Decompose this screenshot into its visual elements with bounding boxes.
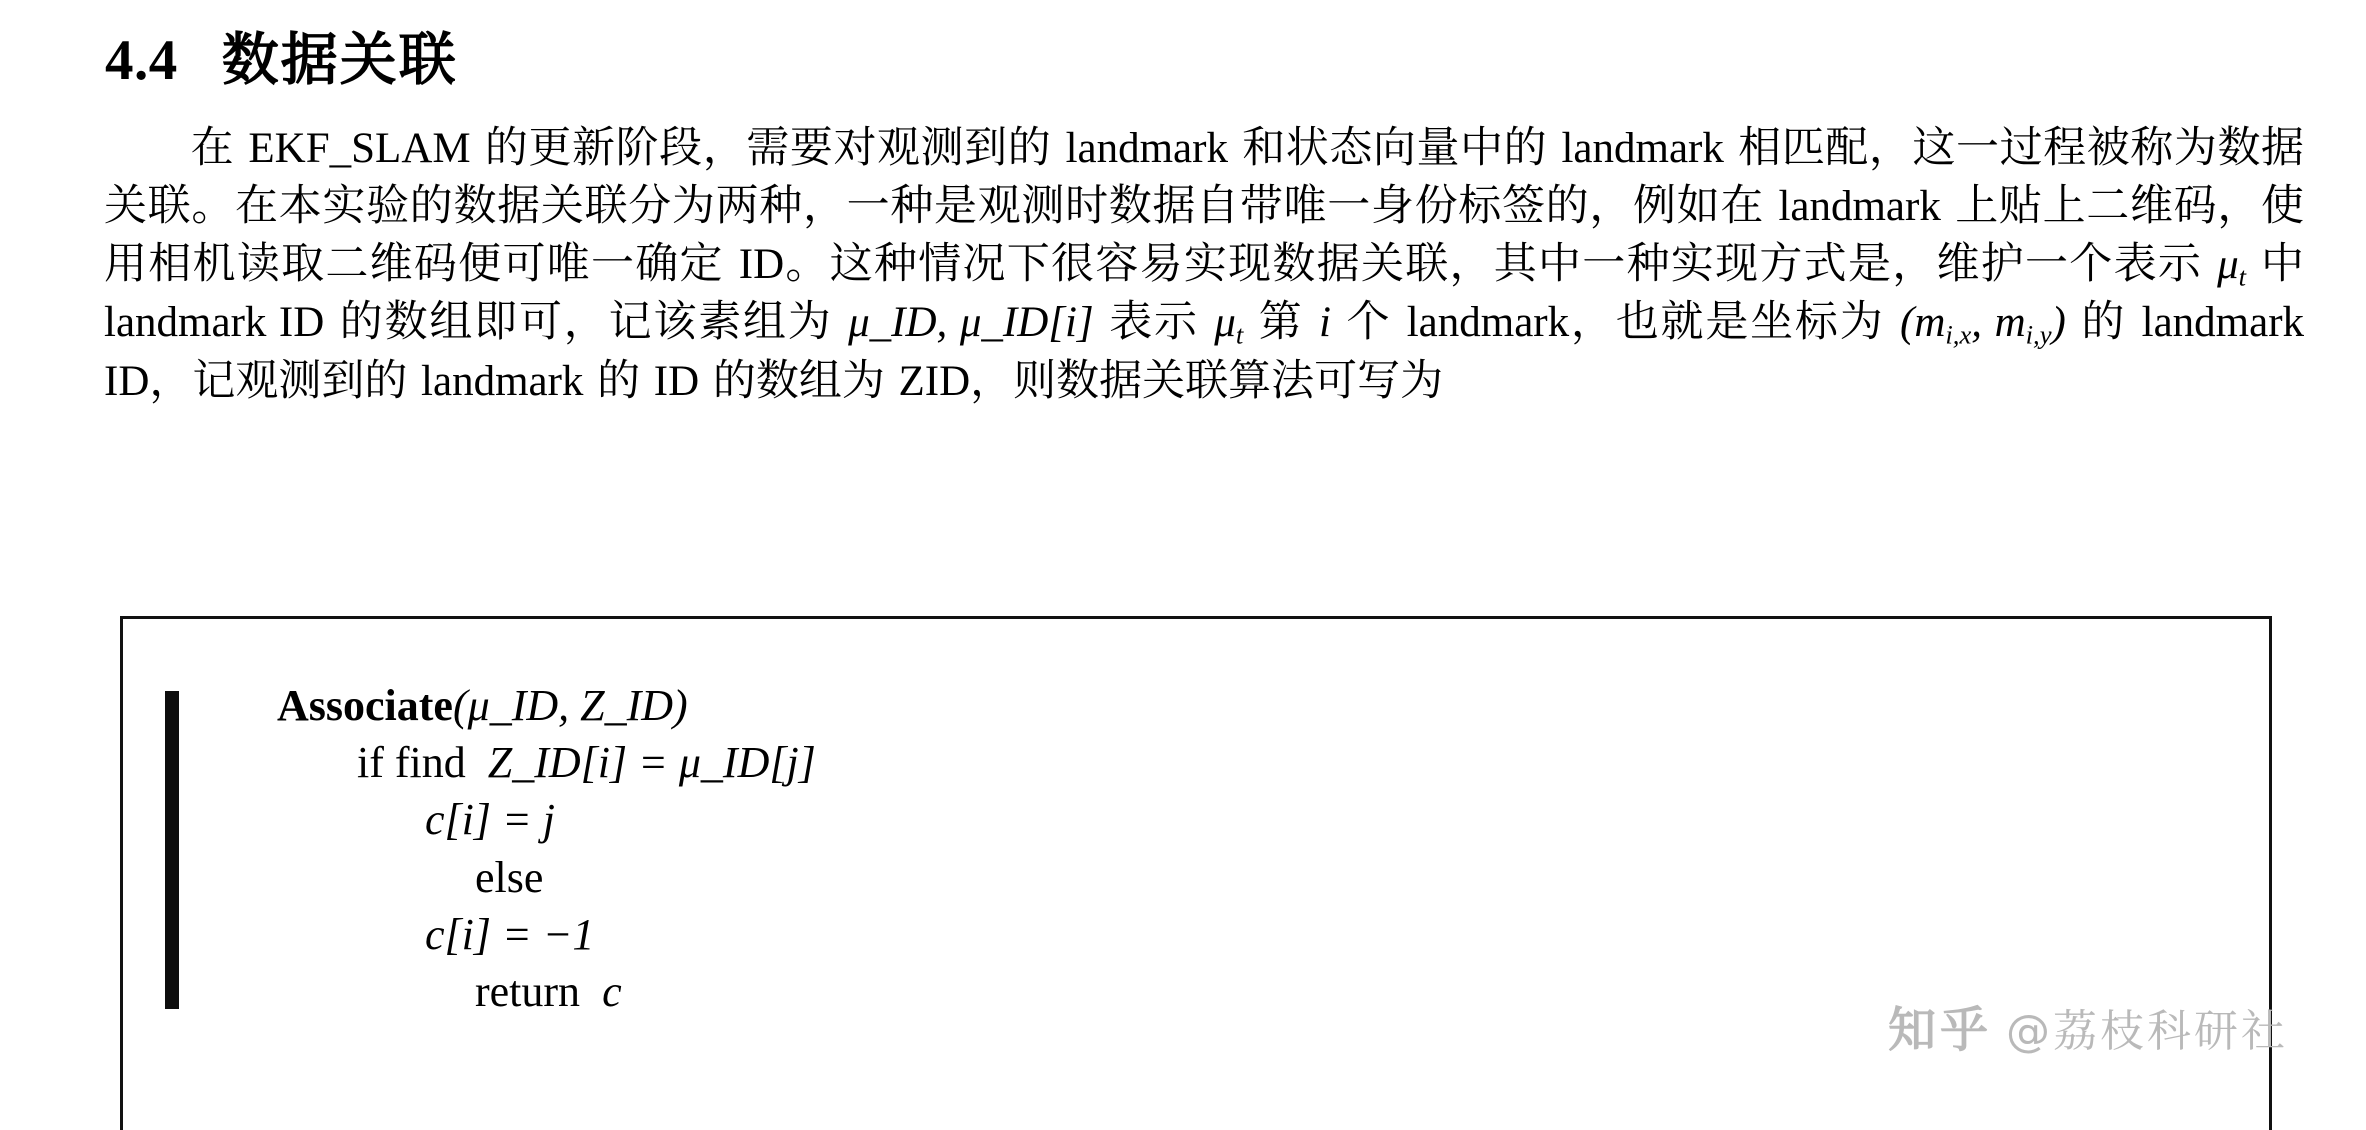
par-seg-35: 的 bbox=[583, 356, 654, 406]
algorithm-line-5-keyword: return bbox=[475, 966, 581, 1016]
par-seg-23: 个 bbox=[1330, 297, 1407, 348]
par-math-mu-1: μ bbox=[2217, 240, 2239, 288]
par-seg-5: 和状态向量中的 bbox=[1227, 123, 1562, 174]
algorithm-name: Associate bbox=[277, 681, 453, 730]
watermark-handle: @荔枝科研社 bbox=[2006, 1006, 2288, 1057]
par-math-mu-sub-2: t bbox=[1235, 319, 1244, 350]
par-seg-31: 的 bbox=[2065, 297, 2142, 348]
algorithm-line-3 bbox=[277, 849, 2269, 906]
algorithm-vertical-rule bbox=[165, 691, 179, 1009]
par-term-id-1: ID bbox=[738, 240, 785, 288]
par-math-m-1: (m bbox=[1900, 299, 1946, 347]
par-seg-21: 第 bbox=[1243, 297, 1320, 348]
par-seg-18: 表示 bbox=[1093, 297, 1215, 348]
algorithm-line-1-keyword: if find bbox=[357, 738, 466, 788]
algorithm-signature bbox=[277, 677, 2269, 734]
par-math-m-2: , m bbox=[1971, 299, 2026, 347]
par-seg-14: 中 bbox=[2246, 238, 2305, 289]
algorithm-line-2-expr: c[i] = j bbox=[425, 795, 555, 845]
section-heading bbox=[0, 0, 2366, 94]
par-term-landmark-3: landmark bbox=[1778, 183, 1941, 230]
algorithm-line-2 bbox=[277, 791, 2269, 848]
par-term-id-2: ID bbox=[653, 358, 700, 405]
par-math-m-sub-1: i,x bbox=[1945, 319, 1972, 350]
par-math-i: i bbox=[1319, 299, 1331, 347]
par-term-landmark-4: landmark bbox=[1406, 299, 1570, 347]
par-seg-39: ，则数据关联算法可写为 bbox=[970, 356, 1444, 406]
par-seg-25: ，也就是坐标为 bbox=[1569, 297, 1900, 348]
par-term-landmark-id-1: landmark ID bbox=[104, 299, 325, 347]
par-term-ekfslam: EKF_SLAM bbox=[248, 125, 471, 173]
algorithm-listing bbox=[277, 677, 2269, 1020]
par-math-paren-close: ) bbox=[2051, 299, 2066, 347]
par-seg-7: 相匹配，这一过程被称为数据关联。在本实验的数据关联分为两种，一种是观测时数据自带唯一身份标签的，例如在 bbox=[104, 123, 2305, 231]
algorithm-args: (μ_ID, Z_ID) bbox=[452, 681, 688, 730]
par-seg-3: 的更新阶段，需要对观测到的 bbox=[470, 123, 1066, 174]
par-term-landmark-1: landmark bbox=[1065, 125, 1228, 173]
par-seg-16: 的数组即可，记该素组为 bbox=[324, 297, 849, 348]
par-math-m-sub-2: i,y bbox=[2025, 319, 2052, 350]
algorithm-line-3-keyword: else bbox=[475, 852, 544, 902]
par-term-zid: ZID bbox=[898, 358, 971, 405]
par-math-muid: μ_ID, μ_ID[i] bbox=[848, 299, 1094, 347]
par-term-landmark-5: landmark bbox=[421, 358, 584, 405]
par-seg-9: 上贴上二维码，使用相机读取二维码便可唯一确定 bbox=[104, 181, 2305, 289]
algorithm-line-1-expr: Z_ID[i] = μ_ID[j] bbox=[487, 738, 816, 788]
algorithm-line-5-expr: c bbox=[602, 966, 622, 1016]
algorithm-line-4 bbox=[277, 906, 2269, 963]
section-number: 4.4 bbox=[105, 29, 178, 92]
par-math-mu-2: μ bbox=[1214, 299, 1236, 347]
par-seg-1: 在 bbox=[190, 123, 249, 174]
algorithm-line-4-expr: c[i] = −1 bbox=[425, 909, 595, 959]
body-paragraph bbox=[0, 94, 2366, 411]
watermark bbox=[1888, 991, 2288, 1060]
algorithm-line-1 bbox=[277, 734, 2269, 791]
par-seg-11: 。这种情况下很容易实现数据关联，其中一种实现方式是，维护一个表示 bbox=[784, 238, 2218, 289]
zhihu-logo-text: 知乎 bbox=[1887, 1002, 1992, 1058]
section-title: 数据关联 bbox=[221, 26, 458, 93]
par-math-mu-sub-1: t bbox=[2238, 261, 2247, 292]
par-term-landmark-2: landmark bbox=[1561, 125, 1724, 173]
par-seg-37: 的数组为 bbox=[699, 356, 899, 406]
par-seg-33: ，记观测到的 bbox=[149, 356, 422, 406]
par-term-landmark-id-2: landmark ID bbox=[104, 299, 2305, 405]
